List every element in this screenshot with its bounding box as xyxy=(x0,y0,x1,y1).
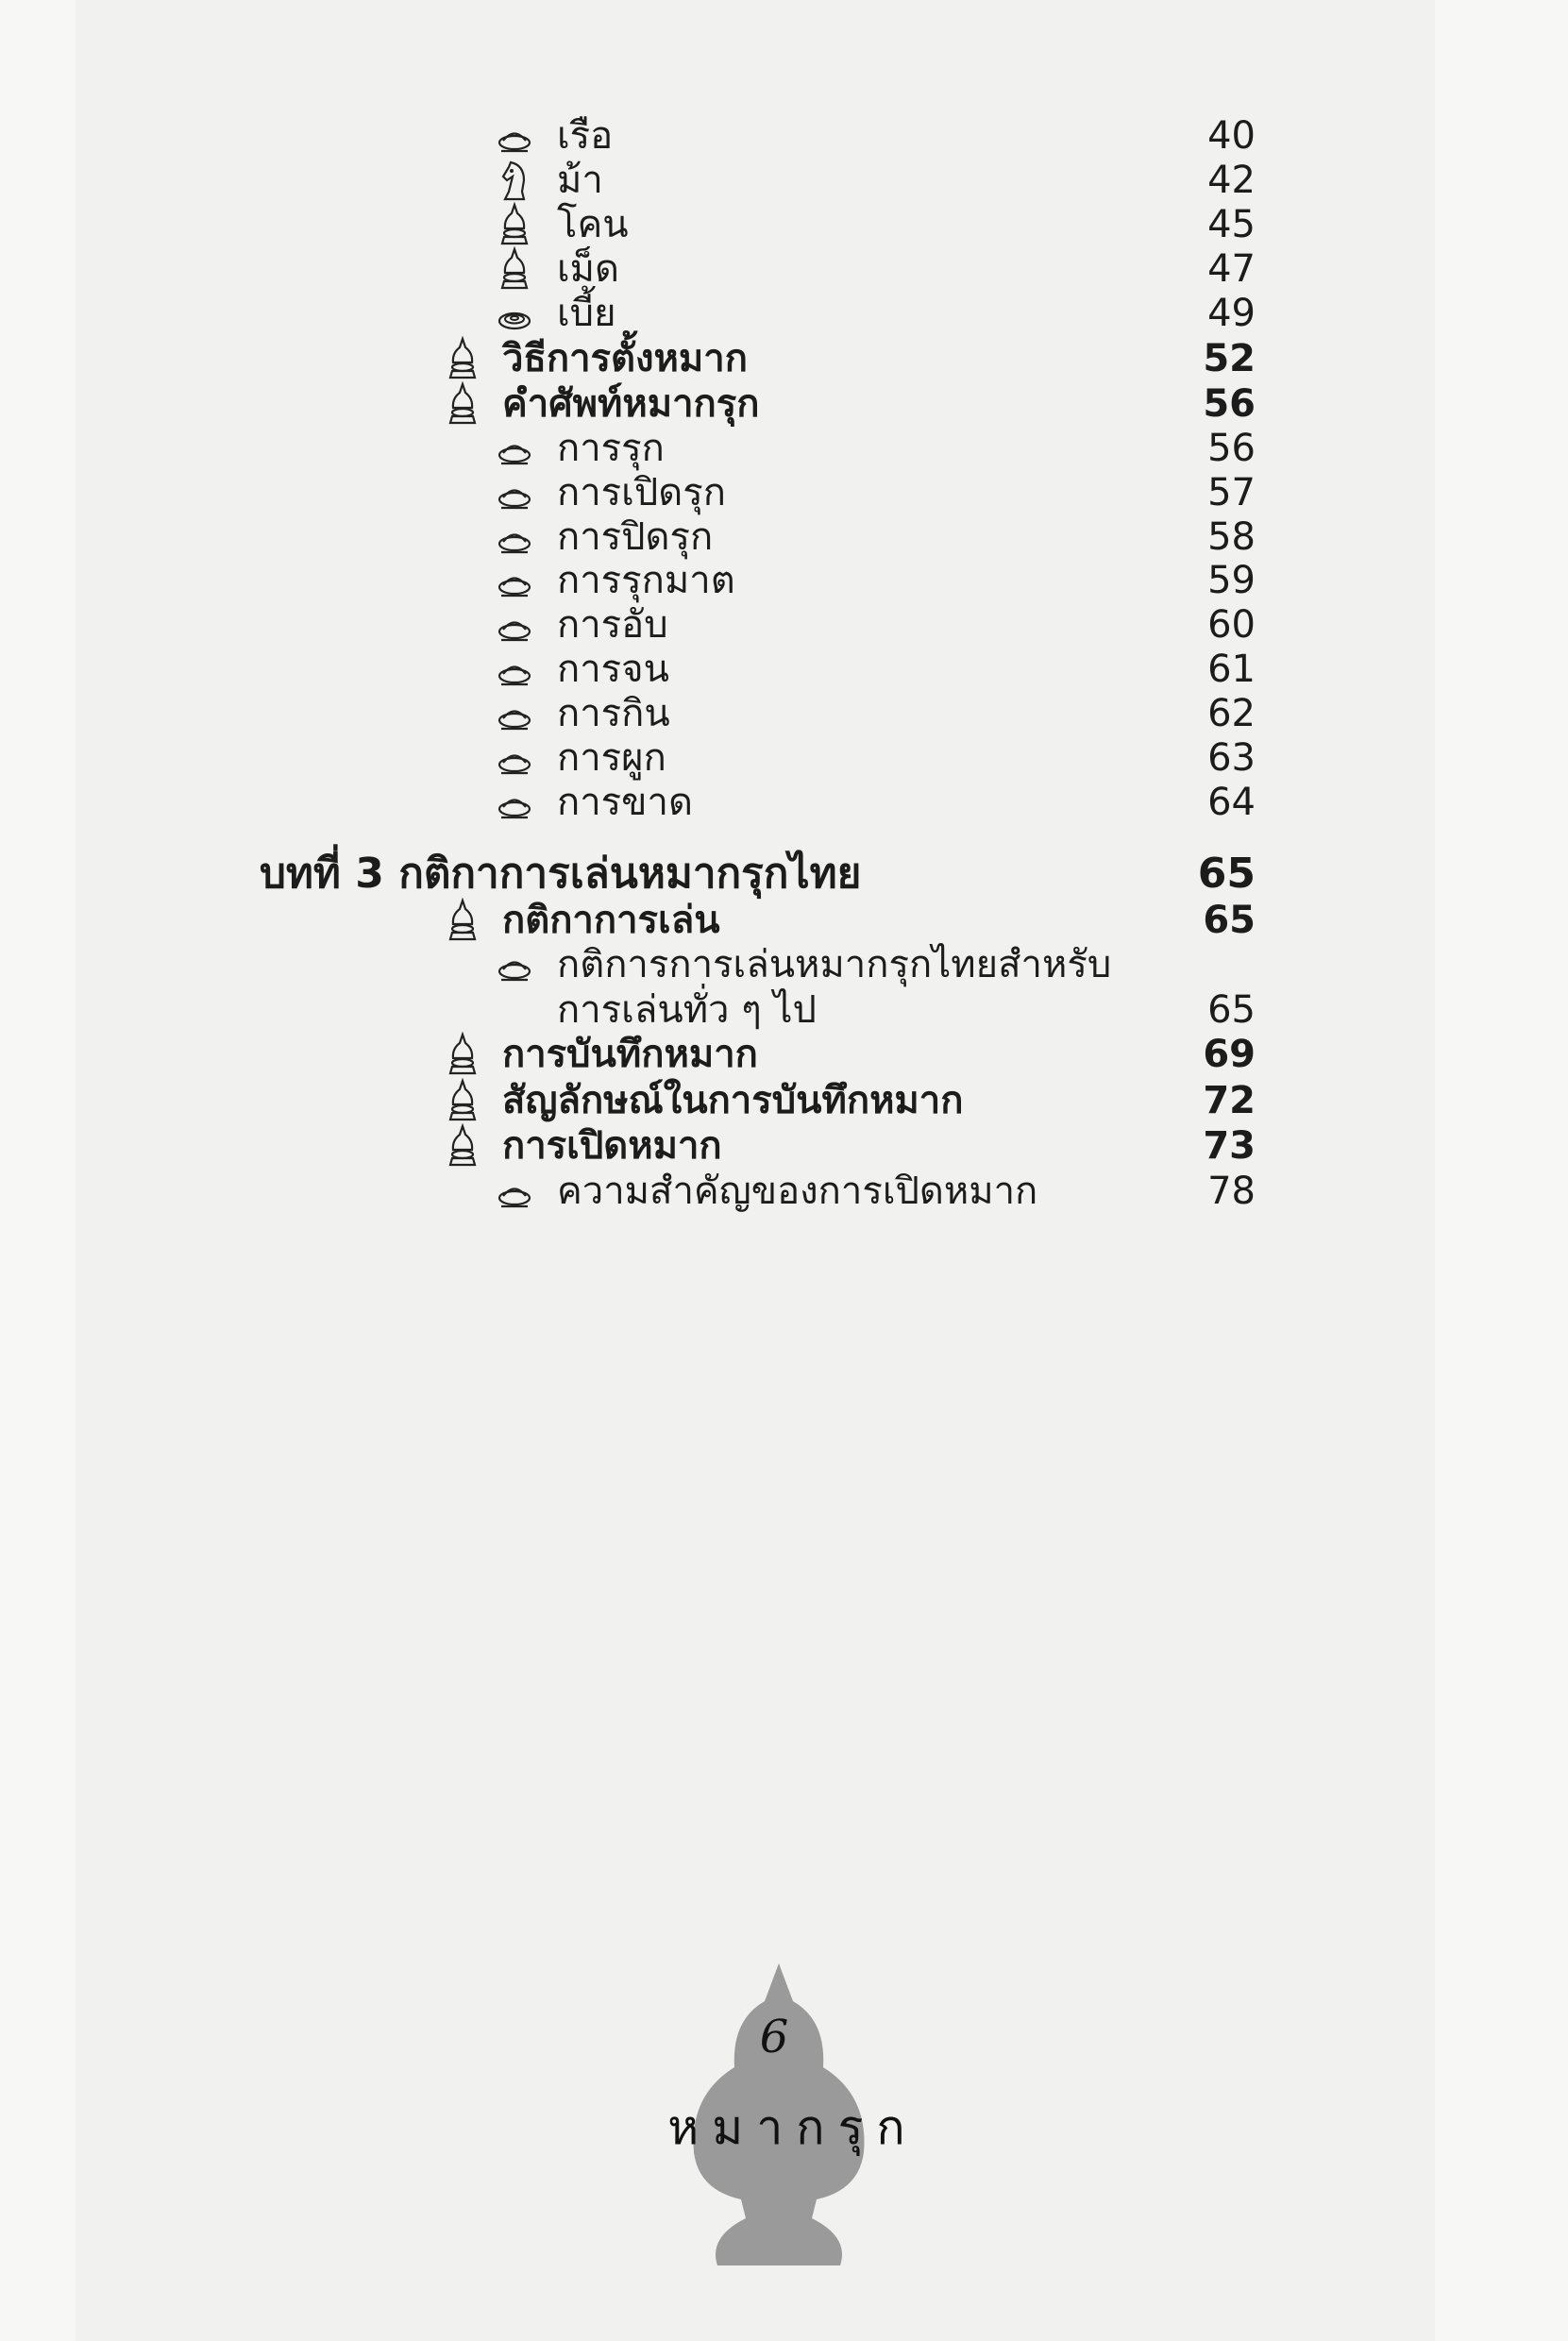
toc-entry-page: 63 xyxy=(1207,736,1256,780)
toc-section-label: คำศัพท์หมากรุก xyxy=(502,382,760,426)
piece-icon xyxy=(496,202,533,247)
piece-icon xyxy=(444,1123,481,1169)
boat-icon xyxy=(496,691,533,736)
toc-entry-page: 65 xyxy=(1207,988,1256,1032)
piece-icon xyxy=(444,381,481,427)
page-number: 6 xyxy=(759,2011,789,2063)
toc-section-page: 73 xyxy=(1203,1124,1256,1168)
toc-entry-label: การเปิดรุก xyxy=(557,471,726,514)
boat-icon xyxy=(496,113,533,159)
toc-entry-page: 58 xyxy=(1207,515,1256,559)
toc-entry-label: การจน xyxy=(557,648,669,691)
toc-entry-page: 59 xyxy=(1207,559,1256,602)
toc-entry-page: 60 xyxy=(1207,603,1256,647)
toc-entry-label: การอับ xyxy=(557,603,668,647)
toc-entry-page: 78 xyxy=(1207,1170,1256,1213)
toc-entry-page: 45 xyxy=(1207,203,1256,246)
toc-entry-page: 56 xyxy=(1207,427,1256,470)
boat-icon xyxy=(496,942,533,987)
toc-section-page: 52 xyxy=(1203,337,1256,380)
piece-icon xyxy=(496,246,533,292)
boat-icon xyxy=(496,647,533,692)
toc-entry-label: โคน xyxy=(557,203,629,246)
boat-icon xyxy=(496,426,533,471)
boat-icon xyxy=(496,735,533,781)
toc-entry-label: เบี้ย xyxy=(557,292,616,335)
piece-icon xyxy=(444,898,481,943)
toc-entry-page: 62 xyxy=(1207,692,1256,735)
toc-entry-label: การเล่นทั่ว ๆ ไป xyxy=(557,988,817,1032)
book-title: หมากรุก xyxy=(667,2100,919,2155)
toc-section-label: การเปิดหมาก xyxy=(502,1124,722,1168)
pawn-icon xyxy=(496,291,533,336)
toc-section-page: 72 xyxy=(1203,1079,1256,1122)
toc-entry-label: กติการการเล่นหมากรุกไทยสำหรับ xyxy=(557,943,1112,986)
toc-entry-label: เม็ด xyxy=(557,247,620,291)
toc-entry-label: ความสำคัญของการเปิดหมาก xyxy=(557,1170,1038,1213)
toc-section-label: การบันทึกหมาก xyxy=(502,1033,758,1076)
toc-entry-label: การขาด xyxy=(557,781,693,824)
toc-entry-label: การปิดรุก xyxy=(557,515,714,559)
piece-icon xyxy=(444,336,481,381)
toc-entry-label: การผูก xyxy=(557,736,666,780)
toc-entry-label: ม้า xyxy=(557,159,603,202)
toc-section-label: วิธีการตั้งหมาก xyxy=(502,337,748,380)
boat-icon xyxy=(496,602,533,648)
toc-entry-label: การกิน xyxy=(557,692,670,735)
toc-section-page: 56 xyxy=(1203,382,1256,426)
toc-section-page: 69 xyxy=(1203,1033,1256,1076)
toc-entry-page: 61 xyxy=(1207,648,1256,691)
toc-entry-page: 64 xyxy=(1207,781,1256,824)
toc-entry-label: การรุก xyxy=(557,427,665,470)
chapter-page: 65 xyxy=(1197,850,1256,898)
toc-section-page: 65 xyxy=(1203,899,1256,942)
toc-section-label: กติกาการเล่น xyxy=(502,899,720,942)
piece-icon xyxy=(444,1078,481,1123)
chapter-title: บทที่ 3 กติกาการเล่นหมากรุกไทย xyxy=(260,850,862,898)
toc-entry-label: เรือ xyxy=(557,114,614,158)
toc-entry-page: 49 xyxy=(1207,292,1256,335)
boat-icon xyxy=(496,470,533,515)
toc-entry-page: 47 xyxy=(1207,247,1256,291)
toc-entry-page: 40 xyxy=(1207,114,1256,158)
toc-entry-label: การรุกมาต xyxy=(557,559,735,602)
boat-icon xyxy=(496,514,533,560)
toc-entry-page: 57 xyxy=(1207,471,1256,514)
toc-section-label: สัญลักษณ์ในการบันทึกหมาก xyxy=(502,1079,964,1122)
horse-icon xyxy=(496,158,533,203)
boat-icon xyxy=(496,780,533,825)
piece-icon xyxy=(444,1032,481,1077)
boat-icon xyxy=(496,558,533,603)
boat-icon xyxy=(496,1169,533,1214)
toc-entry-page: 42 xyxy=(1207,159,1256,202)
